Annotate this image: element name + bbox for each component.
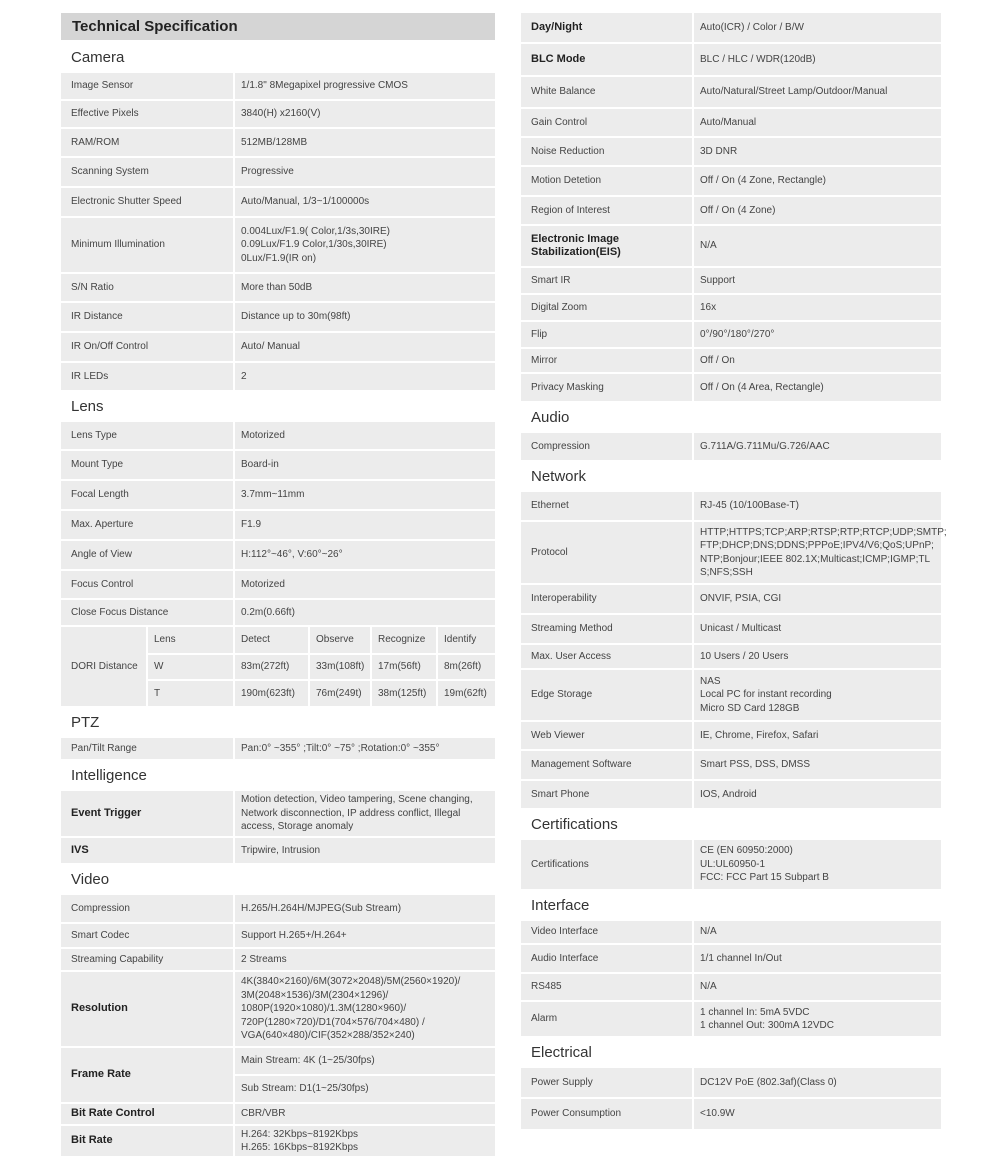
spec-label: Frame Rate (61, 1048, 233, 1102)
spec-value (694, 13, 941, 42)
spec-value (694, 1068, 941, 1097)
spec-value (235, 541, 495, 569)
spec-label: IR Distance (61, 303, 233, 331)
spec-value-line: Board-in (241, 459, 279, 471)
left-spec-table (61, 43, 495, 1156)
spec-value (694, 522, 947, 583)
section-heading-lens: Lens (61, 392, 495, 420)
spec-value (694, 295, 941, 320)
spec-value-line: 1 channel In: 5mA 5VDC (700, 1006, 810, 1018)
spec-value-line: 1/1.8" 8Megapixel progressive CMOS (241, 80, 408, 92)
dori-value-cell: 8m(26ft) (438, 655, 495, 679)
spec-value (694, 349, 941, 372)
right-spec-table (521, 13, 947, 1129)
spec-label: Effective Pixels (61, 101, 233, 127)
spec-value-line: Auto/ Manual (241, 341, 300, 353)
section-heading-intelligence: Intelligence (61, 761, 495, 789)
spec-value (694, 226, 941, 266)
spec-label: Focus Control (61, 571, 233, 598)
spec-value-line: S;NFS;SSH (700, 567, 753, 578)
dori-header-cell: Detect (235, 627, 308, 653)
spec-value-line: DC12V PoE (802.3af)(Class 0) (700, 1076, 837, 1088)
spec-value-line: G.711A/G.711Mu/G.726/AAC (700, 440, 830, 452)
spec-value-line: 0.2m(0.66ft) (241, 606, 295, 618)
spec-label: Close Focus Distance (61, 600, 233, 625)
spec-value-line: Pan:0° ~355° ;Tilt:0° ~75° ;Rotation:0° ~355° (241, 742, 440, 754)
spec-value (235, 972, 495, 1046)
spec-label: Flip (521, 322, 692, 347)
spec-value-line: Micro SD Card 128GB (700, 702, 800, 714)
dori-header-cell: Observe (310, 627, 370, 653)
section-heading-ptz: PTZ (61, 708, 495, 736)
dori-value-cell: W (148, 655, 233, 679)
spec-value (235, 949, 495, 970)
spec-value (235, 188, 495, 216)
spec-label: Power Consumption (521, 1099, 692, 1129)
spec-value-line: Local PC for instant recording (700, 689, 832, 701)
spec-value (694, 615, 941, 643)
spec-value (235, 1104, 495, 1124)
spec-value (694, 645, 941, 668)
spec-label: Protocol (521, 522, 692, 583)
spec-label: Edge Storage (521, 670, 692, 720)
spec-value-line: N/A (700, 240, 717, 252)
spec-value-line: IE, Chrome, Firefox, Safari (700, 729, 819, 741)
spec-label: Smart Codec (61, 924, 233, 947)
spec-label: S/N Ratio (61, 274, 233, 301)
section-heading-network: Network (521, 462, 941, 490)
spec-value-line: Support H.265+/H.264+ (241, 929, 347, 941)
spec-label: Mount Type (61, 451, 233, 479)
spec-value-line: 512MB/128MB (241, 136, 308, 148)
spec-value-line: 2 (241, 370, 247, 382)
spec-label: Max. Aperture (61, 511, 233, 539)
dori-value-cell: 17m(56ft) (372, 655, 436, 679)
dori-value-cell: 19m(62ft) (438, 681, 495, 706)
spec-value-line: 3.7mm~11mm (241, 489, 305, 501)
spec-value-line: CE (EN 60950:2000) (700, 845, 793, 857)
spec-value-line: 3840(H) x2160(V) (241, 108, 321, 120)
spec-label: Ethernet (521, 492, 692, 520)
spec-value: Main Stream: 4K (1~25/30fps) (235, 1048, 495, 1074)
spec-value-line: 0.004Lux/F1.9( Color,1/3s,30IRE) (241, 225, 390, 237)
spec-label: Audio Interface (521, 945, 692, 972)
spec-value-line: Support (700, 274, 736, 286)
spec-value (235, 303, 495, 331)
spec-label: Compression (61, 895, 233, 922)
spec-value-line: Motorized (241, 429, 285, 441)
spec-value-line: HTTP;HTTPS;TCP;ARP;RTSP;RTP;RTCP;UDP;SMTP; (700, 526, 947, 538)
spec-value-line: 1/1 channel In/Out (700, 952, 782, 964)
spec-value-line: Progressive (241, 166, 294, 178)
spec-value (235, 1126, 495, 1156)
spec-value (235, 333, 495, 361)
spec-value-line: More than 50dB (241, 281, 313, 293)
spec-label: IVS (61, 838, 233, 863)
spec-value-line: FCC: FCC Part 15 Subpart B (700, 872, 829, 884)
spec-value (694, 974, 941, 1000)
spec-value (694, 722, 941, 749)
section-heading-interface: Interface (521, 891, 941, 919)
spec-value-line: 0.09Lux/F1.9 Color,1/30s,30IRE) (241, 239, 387, 251)
section-heading-video: Video (61, 865, 495, 893)
spec-label: Digital Zoom (521, 295, 692, 320)
spec-value (694, 840, 941, 889)
spec-value (235, 838, 495, 863)
spec-label: Electronic Image Stabilization(EIS) (521, 226, 692, 266)
spec-value-line: <10.9W (700, 1108, 735, 1120)
spec-value (235, 218, 495, 272)
spec-value-line: 3D DNR (700, 145, 738, 157)
spec-value (694, 138, 941, 165)
spec-value-line: Distance up to 30m(98ft) (241, 311, 351, 323)
spec-value-line: CBR/VBR (241, 1108, 286, 1120)
spec-value-line: Unicast / Multicast (700, 623, 782, 635)
spec-value (694, 751, 941, 779)
spec-value-line: Auto/Natural/Street Lamp/Outdoor/Manual (700, 86, 888, 98)
spec-value-line: H.265: 16Kbps~8192Kbps (241, 1142, 359, 1153)
spec-value (235, 422, 495, 449)
spec-value-line: Off / On (4 Area, Rectangle) (700, 381, 824, 393)
spec-value-line: IOS, Android (700, 788, 757, 800)
spec-value-line: Off / On (4 Zone) (700, 204, 776, 216)
spec-label: DORI Distance (61, 627, 146, 706)
spec-value-line: N/A (700, 981, 717, 993)
spec-label: RS485 (521, 974, 692, 1000)
dori-value-cell: T (148, 681, 233, 706)
spec-value-line: Auto/Manual, 1/3~1/100000s (241, 196, 370, 208)
spec-value-line: 2 Streams (241, 953, 287, 965)
spec-label: Smart Phone (521, 781, 692, 808)
spec-value-line: access, Storage anomaly (241, 821, 354, 833)
spec-label: Scanning System (61, 158, 233, 186)
spec-value (694, 1002, 941, 1036)
spec-value (235, 511, 495, 539)
spec-value (235, 73, 495, 99)
spec-value-line: Motorized (241, 578, 285, 590)
page-title: Technical Specification (61, 13, 495, 40)
section-heading-certifications: Certifications (521, 810, 941, 838)
spec-label: Resolution (61, 972, 233, 1046)
spec-value (694, 374, 941, 401)
spec-value (694, 322, 941, 347)
spec-label: Region of Interest (521, 197, 692, 224)
spec-value-line: Tripwire, Intrusion (241, 844, 321, 856)
dori-value-cell: 76m(249t) (310, 681, 370, 706)
spec-value-line: UL:UL60950-1 (700, 858, 766, 870)
spec-value-line: 1 channel Out: 300mA 12VDC (700, 1020, 834, 1031)
spec-value-line: Network disconnection, IP address conflict, Illegal (241, 807, 461, 819)
spec-label: Noise Reduction (521, 138, 692, 165)
spec-value (694, 44, 941, 75)
spec-value-line: Smart PSS, DSS, DMSS (700, 759, 811, 771)
section-heading-audio: Audio (521, 403, 941, 431)
spec-value (235, 738, 495, 759)
spec-value (694, 1099, 941, 1129)
spec-value-line: H.264: 32Kbps~8192Kbps (241, 1128, 359, 1140)
spec-label: Motion Detetion (521, 167, 692, 195)
spec-value-line: 16x (700, 301, 717, 313)
spec-label: Mirror (521, 349, 692, 372)
spec-value (235, 571, 495, 598)
spec-label: IR On/Off Control (61, 333, 233, 361)
spec-value-line: RJ-45 (10/100Base-T) (700, 500, 799, 512)
section-heading-electrical: Electrical (521, 1038, 941, 1066)
spec-label: Minimum Illumination (61, 218, 233, 272)
spec-value-line: 10 Users / 20 Users (700, 650, 789, 662)
spec-label: Privacy Masking (521, 374, 692, 401)
spec-value (694, 109, 941, 136)
spec-value-line: 0Lux/F1.9(IR on) (241, 252, 317, 264)
spec-label: Electronic Shutter Speed (61, 188, 233, 216)
spec-value (694, 921, 941, 943)
spec-label: Streaming Capability (61, 949, 233, 970)
spec-value-line: ONVIF, PSIA, CGI (700, 593, 782, 605)
spec-label: Event Trigger (61, 791, 233, 836)
spec-label: White Balance (521, 77, 692, 107)
spec-value-line: VGA(640×480)/CIF(352×288/352×240) (241, 1030, 415, 1042)
spec-value (235, 924, 495, 947)
spec-label: Pan/Tilt Range (61, 738, 233, 759)
spec-label: Angle of View (61, 541, 233, 569)
dori-value-cell: 190m(623ft) (235, 681, 308, 706)
spec-value: Sub Stream: D1(1~25/30fps) (235, 1076, 495, 1102)
spec-value (694, 77, 941, 107)
section-heading-camera: Camera (61, 43, 495, 71)
spec-value (694, 197, 941, 224)
spec-label: Video Interface (521, 921, 692, 943)
spec-value-line: 4K(3840×2160)/6M(3072×2048)/5M(2560×1920)/ (241, 976, 461, 988)
spec-value (694, 585, 941, 613)
spec-value-line: N/A (700, 926, 717, 938)
spec-label: Lens Type (61, 422, 233, 449)
frame-rate-values (235, 1048, 495, 1102)
spec-value-line: 720P(1280×720)/D1(704×576/704×480) / (241, 1016, 425, 1028)
spec-label: Bit Rate (61, 1126, 233, 1156)
spec-value (235, 363, 495, 390)
spec-label: Bit Rate Control (61, 1104, 233, 1124)
spec-value (694, 492, 941, 520)
spec-label: Focal Length (61, 481, 233, 509)
spec-value-line: Auto(ICR) / Color / B/W (700, 21, 804, 33)
dori-header-cell: Recognize (372, 627, 436, 653)
spec-value-line: Off / On (700, 354, 735, 366)
spec-label: Gain Control (521, 109, 692, 136)
spec-label: Alarm (521, 1002, 692, 1036)
spec-label: Power Supply (521, 1068, 692, 1097)
spec-label: Image Sensor (61, 73, 233, 99)
spec-label: BLC Mode (521, 44, 692, 75)
spec-label: IR LEDs (61, 363, 233, 390)
spec-value (235, 481, 495, 509)
spec-value-line: H.265/H.264H/MJPEG(Sub Stream) (241, 902, 402, 914)
spec-value (235, 158, 495, 186)
spec-value (694, 670, 941, 720)
spec-value-line: F1.9 (241, 519, 262, 531)
spec-value (694, 268, 941, 293)
spec-label: Streaming Method (521, 615, 692, 643)
spec-value-line: BLC / HLC / WDR(120dB) (700, 53, 816, 65)
spec-value-line: FTP;DHCP;DNS;DDNS;PPPoE;IPV4/V6;QoS;UPnP; (700, 540, 934, 551)
spec-value (235, 895, 495, 922)
spec-label: RAM/ROM (61, 129, 233, 156)
spec-value (235, 600, 495, 625)
spec-value (235, 274, 495, 301)
spec-value (694, 781, 941, 808)
spec-label: Compression (521, 433, 692, 460)
spec-value-line: NTP;Bonjour;IEEE 802.1X;Multicast;ICMP;IGMP;TL (700, 553, 931, 565)
spec-value (235, 791, 495, 836)
spec-value-line: 0°/90°/180°/270° (700, 328, 775, 340)
spec-value (694, 945, 941, 972)
spec-label: Management Software (521, 751, 692, 779)
dori-value-cell: 38m(125ft) (372, 681, 436, 706)
dori-distance-table (61, 627, 495, 706)
dori-value-cell: 33m(108ft) (310, 655, 370, 679)
spec-value-line: Motion detection, Video tampering, Scene changing, (241, 794, 473, 806)
dori-header-cell: Lens (148, 627, 233, 653)
spec-label: Max. User Access (521, 645, 692, 668)
spec-value (694, 167, 941, 195)
spec-value-line: 1080P(1920×1080)/1.3M(1280×960)/ (241, 1003, 407, 1015)
spec-value-line: Off / On (4 Zone, Rectangle) (700, 175, 826, 187)
spec-label: Web Viewer (521, 722, 692, 749)
spec-label: Interoperability (521, 585, 692, 613)
spec-value (235, 101, 495, 127)
spec-value (694, 433, 941, 460)
dori-value-cell: 83m(272ft) (235, 655, 308, 679)
spec-label: Certifications (521, 840, 692, 889)
spec-value-line: NAS (700, 675, 721, 687)
spec-label: Smart IR (521, 268, 692, 293)
dori-header-cell: Identify (438, 627, 495, 653)
spec-label: Day/Night (521, 13, 692, 42)
spec-value (235, 451, 495, 479)
spec-value-line: 3M(2048×1536)/3M(2304×1296)/ (241, 989, 389, 1001)
spec-value-line: H:112°~46°, V:60°~26° (241, 549, 343, 561)
spec-value-line: Auto/Manual (700, 116, 757, 128)
spec-value (235, 129, 495, 156)
